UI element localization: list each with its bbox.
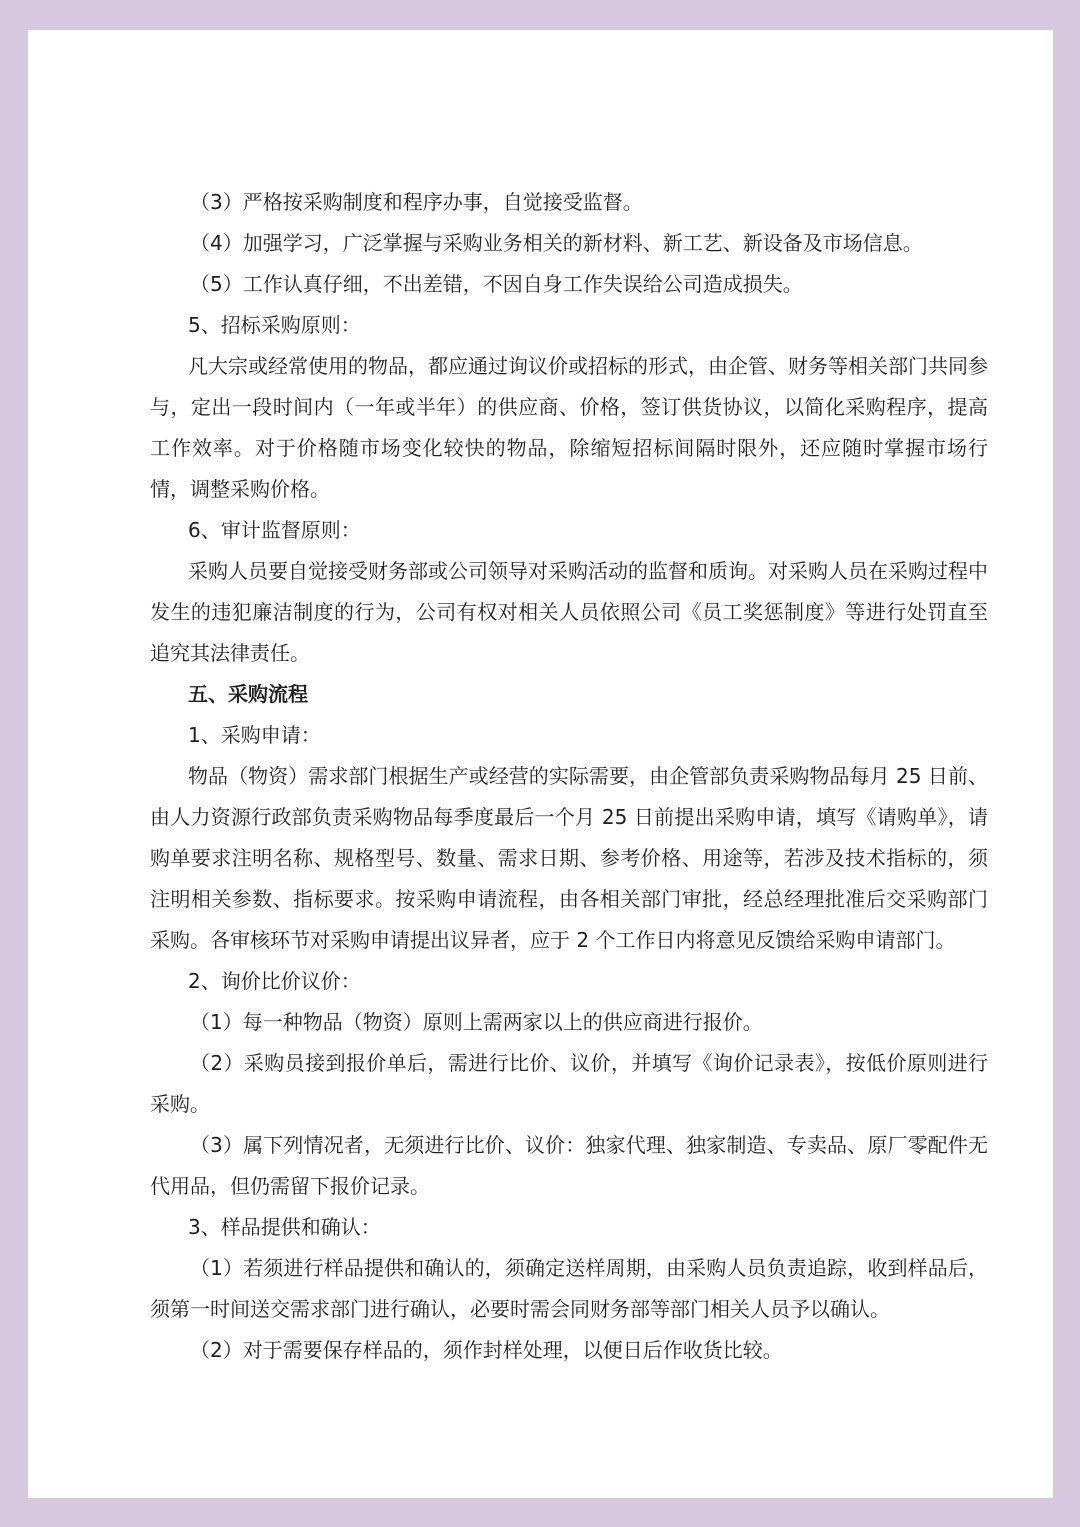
paragraph-tender-principle: 凡大宗或经常使用的物品，都应通过询议价或招标的形式，由企管、财务等相关部门共同参与，定出一段时间内（一年或半年）的供应商、价格，签订供货协议，以简化采购程序，提高工作效率。对于价格随市场变化较快的物品，除缩短招标间隔时限外，还应随时掌握市场行情，调整采购价格。	[150, 354, 988, 501]
subheading-price-inquiry: 2、询价比价议价：	[188, 969, 361, 993]
paragraph-sample-confirmation-1: （1）若须进行样品提供和确认的，须确定送样周期，由采购人员负责追踪，收到样品后，须第一时间送交需求部门进行确认，必要时需会同财务部等部门相关人员予以确认。	[150, 1256, 988, 1321]
section-heading-procurement-process: 五、采购流程	[188, 682, 308, 706]
subheading-purchase-request: 1、采购申请：	[188, 723, 321, 747]
paragraph-price-inquiry-3: （3）属下列情况者，无须进行比价、议价：独家代理、独家制造、专卖品、原厂零配件无代用品，但仍需留下报价记录。	[150, 1133, 988, 1198]
paragraph-audit-principle: 采购人员要自觉接受财务部或公司领导对采购活动的监督和质询。对采购人员在采购过程中发生的违犯廉洁制度的行为，公司有权对相关人员依照公司《员工奖惩制度》等进行处罚直至追究其法律责任。	[150, 559, 988, 665]
paragraph-rule-3: （3）严格按采购制度和程序办事，自觉接受监督。	[190, 190, 643, 214]
paragraph-sample-confirmation-2: （2）对于需要保存样品的，须作封样处理，以便日后作收货比较。	[190, 1338, 783, 1362]
paragraph-rule-4: （4）加强学习，广泛掌握与采购业务相关的新材料、新工艺、新设备及市场信息。	[190, 231, 923, 255]
paragraph-purchase-request: 物品（物资）需求部门根据生产或经营的实际需要，由企管部负责采购物品每月 25 日前、由人力资源行政部负责采购物品每季度最后一个月 25 日前提出采购申请，填写《请购单》，请购单要求注明名称、规格型号、数量、需求日期、参考价格、用途等，若涉及技术指标的，须注明相关参数、指标要求。按采购申请流程，由各相关部门审批，经总经理批准后交采购部门采购。各审核环节对采购申请提出议异者，应于 2 个工作日内将意见反馈给采购申请部门。	[150, 764, 988, 952]
paragraph-price-inquiry-2: （2）采购员接到报价单后，需进行比价、议价，并填写《询价记录表》，按低价原则进行采购。	[150, 1051, 988, 1116]
subheading-tender-principle: 5、招标采购原则：	[188, 313, 361, 337]
document-page	[28, 30, 1053, 1498]
subheading-sample-confirmation: 3、样品提供和确认：	[188, 1215, 381, 1239]
document-body	[150, 182, 988, 1371]
paragraph-price-inquiry-1: （1）每一种物品（物资）原则上需两家以上的供应商进行报价。	[190, 1010, 763, 1034]
subheading-audit-principle: 6、审计监督原则：	[188, 518, 361, 542]
paragraph-rule-5: （5）工作认真仔细，不出差错，不因自身工作失误给公司造成损失。	[190, 272, 803, 296]
